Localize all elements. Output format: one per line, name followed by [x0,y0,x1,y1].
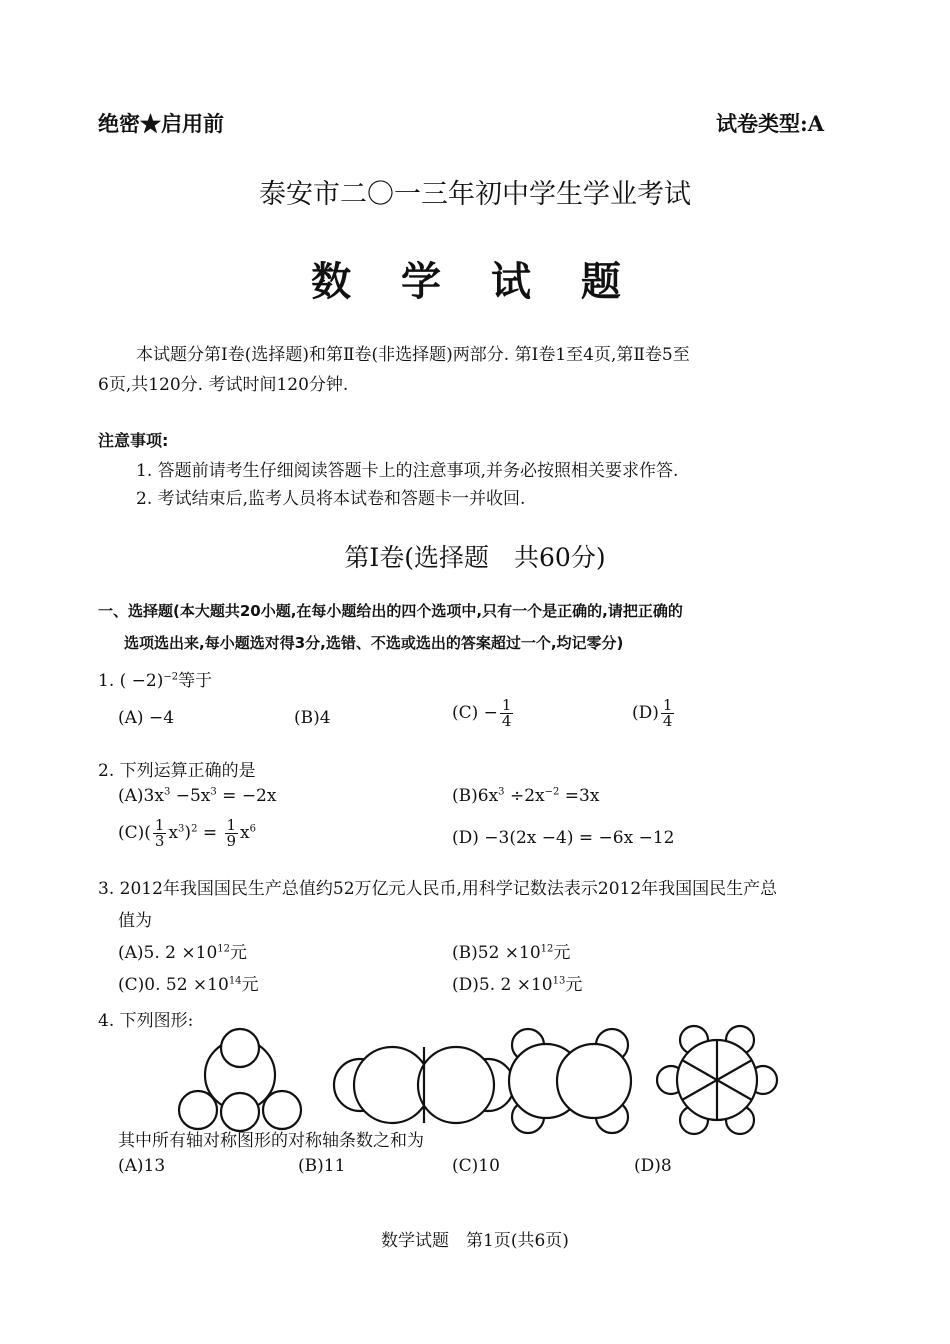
q3-option-d: (D)5. $2 \times 10^{13}$元 [452,975,583,995]
note-item-2: 2. 考试结束后,监考人员将本试卷和答题卡一并收回. [136,489,526,509]
q3-option-c: (C)0. $52 \times 10^{14}$元 [118,975,259,995]
q1-option-d: (D) $\frac{1}{4}$ [632,696,673,730]
q1-option-a: (A) −4 [118,708,175,728]
q4-stem: 4. 下列图形: [98,1011,194,1031]
q4-figures [0,1018,950,1138]
paper-type: 试卷类型:A [716,111,825,136]
figure-4-circles [657,1026,777,1134]
q2-option-a: $(A)3x^3 -5x^3 = -2x$ [118,786,277,806]
notes-heading: 注意事项: [98,431,169,450]
intro-line-1: 本试题分第Ⅰ卷(选择题)和第Ⅱ卷(非选择题)两部分. 第Ⅰ卷1至4页,第Ⅱ卷5至 [136,345,690,365]
q1-option-b: (B)4 [294,708,331,728]
q4-option-a: (A)13 [118,1156,166,1176]
intro-line-2: 6页,共120分. 考试时间120分钟. [98,375,349,395]
q3-option-b: $(B)52 \times 10^{12}$元 [452,943,571,963]
figure-1-circles [179,1029,301,1131]
q2-option-d: (D) −3(2x −4) = −6x −12 [452,828,675,848]
section1-instruction-1: 一、选择题(本大题共20小题,在每小题给出的四个选项中,只有一个是正确的,请把正确的 [98,602,683,620]
note-item-1: 1. 答题前请考生仔细阅读答题卡上的注意事项,并务必按照相关要求作答. [136,461,679,481]
q4-option-d: (D)8 [634,1156,672,1176]
q4-question: 其中所有轴对称图形的对称轴条数之和为 [118,1131,424,1151]
q2-option-b: $(B)6x^3 \div 2x^{-2} =3x$ [452,786,600,806]
subject-title: 数 学 试 题 [311,258,639,305]
q4-option-b: (B)11 [298,1156,346,1176]
q2-option-c: (C)( $\frac{1}{3}$ $x^3)^2$ = $\frac{1}{9}$ $x^6$ [118,816,257,850]
q4-option-c: (C)10 [452,1156,500,1176]
q2-stem: 2. 下列运算正确的是 [98,761,256,781]
section1-title: 第Ⅰ卷(选择题 共60分) [344,543,606,572]
exam-title: 泰安市二〇一三年初中学生学业考试 [259,179,691,210]
figure-2-circles [334,1047,514,1123]
q1-option-c: (C) − $\frac{1}{4}$ [452,696,512,730]
figure-3-circles [509,1029,631,1133]
confidential-mark: 绝密★启用前 [98,111,224,136]
q3-stem-2: 值为 [118,911,152,931]
q3-option-a: (A)5. $2 \times 10^{12}$元 [118,943,247,963]
page-footer: 数学试题 第1页(共6页) [381,1231,569,1251]
q3-stem-1: 3. 2012年我国国民生产总值约52万亿元人民币,用科学记数法表示2012年我国国民生产总 [98,879,778,899]
q1-stem: 1. ( −2)$^{-2}$等于 [98,671,213,691]
section1-instruction-2: 选项选出来,每小题选对得3分,选错、不选或选出的答案超过一个,均记零分) [124,634,624,652]
